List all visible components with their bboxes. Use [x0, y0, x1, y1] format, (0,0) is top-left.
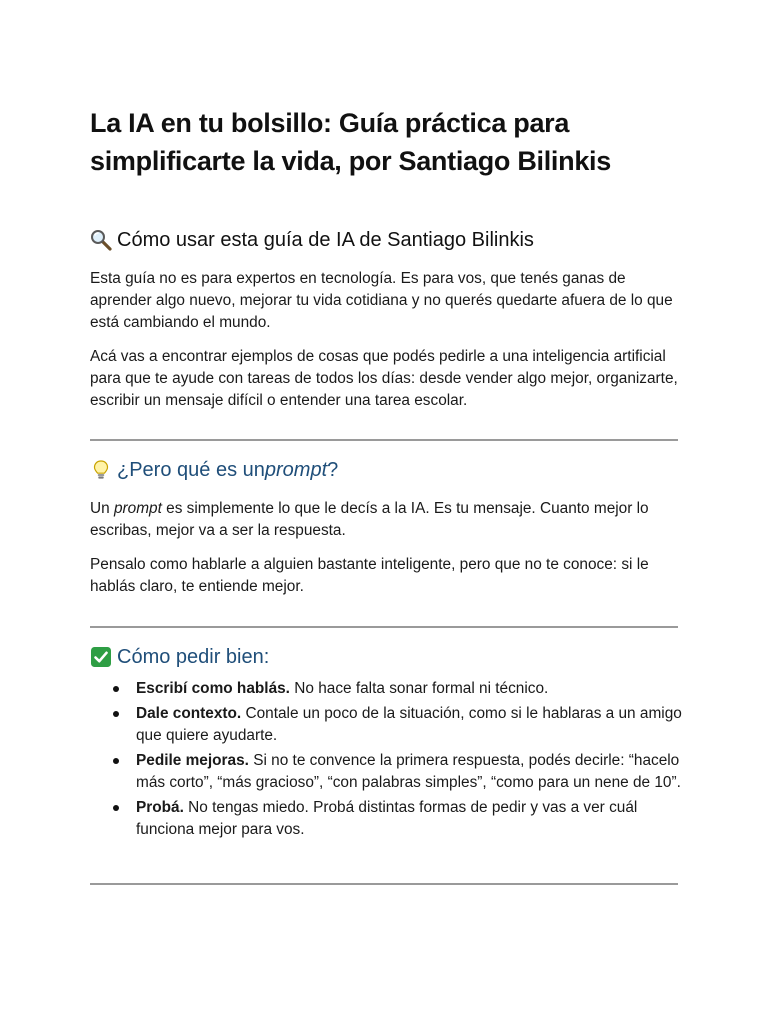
- tips-list: [90, 678, 686, 844]
- bullet-dot: [113, 711, 119, 717]
- bullet-dot: [113, 686, 119, 692]
- section-heading-prompt: [90, 456, 338, 484]
- section-heading-howto: [90, 643, 269, 671]
- list-item-lead: Probá.: [136, 799, 184, 816]
- paragraph-prompt-definition: [90, 498, 686, 542]
- section-heading-prompt-suffix: ?: [327, 459, 339, 481]
- bullet-dot: [113, 758, 119, 764]
- horizontal-divider: [90, 626, 678, 628]
- horizontal-divider: [90, 883, 678, 885]
- list-item-text: No hace falta sonar formal ni técnico.: [289, 680, 549, 697]
- list-item: [90, 678, 686, 700]
- list-item-lead: Escribí como hablás.: [136, 680, 290, 697]
- horizontal-divider: [90, 439, 678, 441]
- list-item: [90, 750, 686, 794]
- paragraph-prompt-analogy: Pensalo como hablarle a alguien bastante inteligente, pero que no te conoce: si le hablás claro, te entiende mejor.: [90, 556, 649, 595]
- section-heading-prompt-prefix: ¿Pero qué es un: [117, 459, 265, 481]
- list-item-text: Contale un poco de la situación, como si le hablaras a un amigo que quiere ayudarte.: [136, 705, 682, 744]
- section-heading-guide-text: Cómo usar esta guía de IA de Santiago Bilinkis: [117, 229, 534, 251]
- bullet-dot: [113, 805, 119, 811]
- list-item: [90, 797, 686, 841]
- document-title: La IA en tu bolsillo: Guía práctica para simplificarte la vida, por Santiago Bilinkis: [90, 108, 611, 176]
- section-heading-guide: [90, 226, 534, 254]
- section-heading-howto-text: Cómo pedir bien:: [117, 646, 270, 668]
- list-item-lead: Dale contexto.: [136, 705, 242, 722]
- section-heading-prompt-em: prompt: [264, 459, 328, 481]
- list-item-text: No tengas miedo. Probá distintas formas de pedir y vas a ver cuál funciona mejor para vos.: [136, 799, 638, 838]
- list-item: [90, 703, 686, 747]
- paragraph-intro: Esta guía no es para expertos en tecnología. Es para vos, que tenés ganas de aprender algo nuevo, mejorar tu vida cotidiana y no querés quedarte afuera de lo que está cambiando el mundo.: [90, 270, 673, 331]
- list-item-text: Si no te convence la primera respuesta, podés decirle: “hacelo más corto”, “más gracioso”, “con palabras simples”, “como para un nene de 10”.: [136, 752, 681, 791]
- paragraph-examples: Acá vas a encontrar ejemplos de cosas que podés pedirle a una inteligencia artificial para que te ayude con tareas de todos los días: desde vender algo mejor, organizarte, escribir un mensaje difícil o entender una tarea escolar.: [90, 348, 678, 409]
- prompt-definition-rest: es simplemente lo que le decís a la IA. Es tu mensaje. Cuanto mejor lo escribas, mejor va a ser la respuesta.: [90, 500, 649, 539]
- magnifying-glass-icon: [90, 229, 112, 251]
- list-item-lead: Pedile mejoras.: [136, 752, 249, 769]
- prompt-definition-prefix: Un: [90, 500, 114, 517]
- lightbulb-icon: [90, 459, 112, 481]
- prompt-definition-em: prompt: [113, 500, 162, 517]
- check-mark-icon: [90, 646, 112, 668]
